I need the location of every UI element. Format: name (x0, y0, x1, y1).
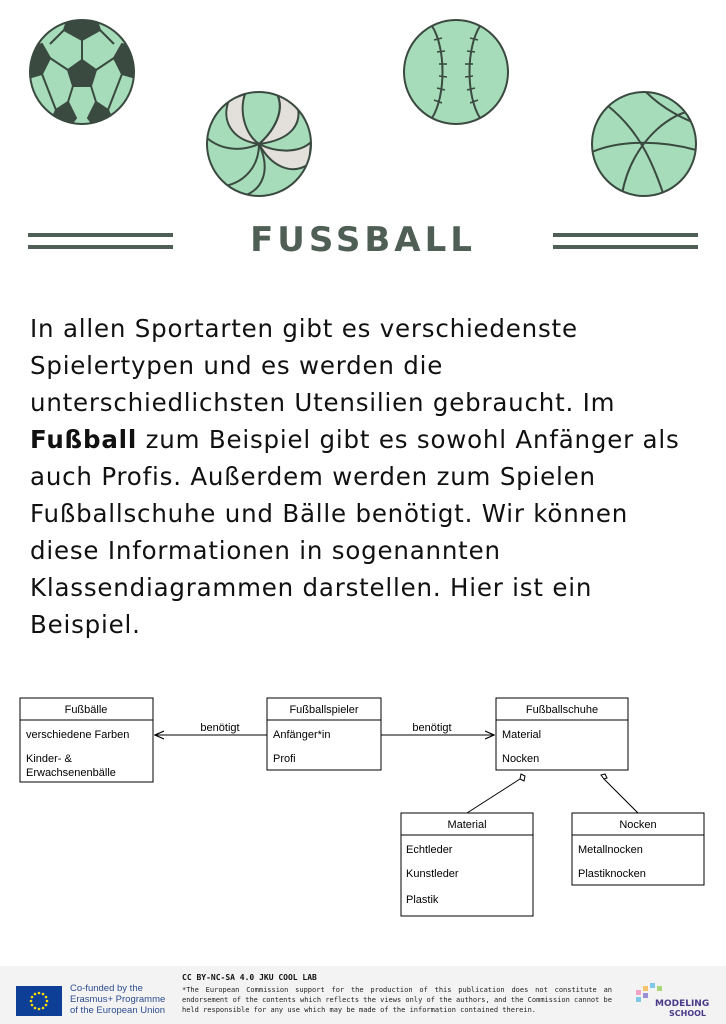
basketball-icon (590, 90, 698, 198)
class-name: Fußballspieler (289, 704, 359, 716)
class-attribute: Echtleder (406, 844, 453, 856)
class-name: Nocken (619, 819, 657, 831)
class-attribute: Kunstleder (406, 868, 459, 880)
intro-text-a: In allen Sportarten gibt es verschiedenste Spielertypen und es werden die unterschiedlichsten Utensilien gebraucht. Im (30, 314, 616, 417)
class-name: Material (447, 819, 487, 831)
intro-paragraph (30, 310, 700, 643)
eu-line: Erasmus+ Programme (70, 994, 166, 1005)
class-diagram (0, 690, 726, 930)
class-attribute: Nocken (502, 753, 540, 765)
page-title: FUSSBALL (250, 220, 476, 260)
logo-text: MODELING (655, 999, 710, 1009)
composition-line-studs (604, 779, 638, 813)
intro-text-b: zum Beispiel gibt es sowohl Anfänger als auch Profis. Außerdem werden zum Spielen Fußballschuhe und Bälle benötigt. Wir können diese Informationen in sogenannten Klassendiagrammen darstellen. Hier ist ein Beispiel. (30, 425, 680, 639)
class-attribute: Erwachsenenbälle (26, 767, 116, 779)
class-attribute: Material (502, 729, 542, 741)
logo-subtext: SCHOOL (669, 1009, 707, 1018)
soccer-ball-icon (28, 18, 136, 126)
title-row (0, 220, 726, 260)
volleyball-icon (205, 90, 313, 198)
eu-line: Co-funded by the (70, 983, 143, 994)
class-attribute: Plastik (406, 894, 439, 906)
eu-flag-icon (16, 986, 62, 1016)
class-attribute: Metallnocken (578, 844, 643, 856)
class-attribute: Profi (273, 753, 296, 765)
class-attribute: Kinder- & (26, 753, 72, 765)
class-name: Fußbälle (64, 704, 108, 716)
baseball-icon (402, 18, 510, 126)
composition-line-material (467, 779, 520, 813)
eu-line: of the European Union (70, 1005, 166, 1016)
class-name: Fußballschuhe (525, 704, 599, 716)
right-rule (553, 233, 698, 237)
license-title: CC BY-NC-SA 4.0 JKU COOL LAB (182, 973, 317, 982)
assoc-label-right: benötigt (412, 722, 452, 734)
class-attribute: Anfänger*in (273, 729, 331, 741)
right-rule (553, 245, 698, 249)
class-attribute: verschiedene Farben (26, 729, 130, 741)
disclaimer-text: *The European Commission support for the production of this publication does not constitute an endorsement of the contents which reflects the views only of the authors, and the Commission cannot be held responsible for any use which may be made of the information contained therein. (182, 986, 612, 1014)
intro-bold: Fußball (30, 425, 138, 454)
eu-funding-text (70, 983, 165, 1016)
class-attribute: Plastiknocken (578, 868, 646, 880)
assoc-label-left: benötigt (200, 722, 240, 734)
